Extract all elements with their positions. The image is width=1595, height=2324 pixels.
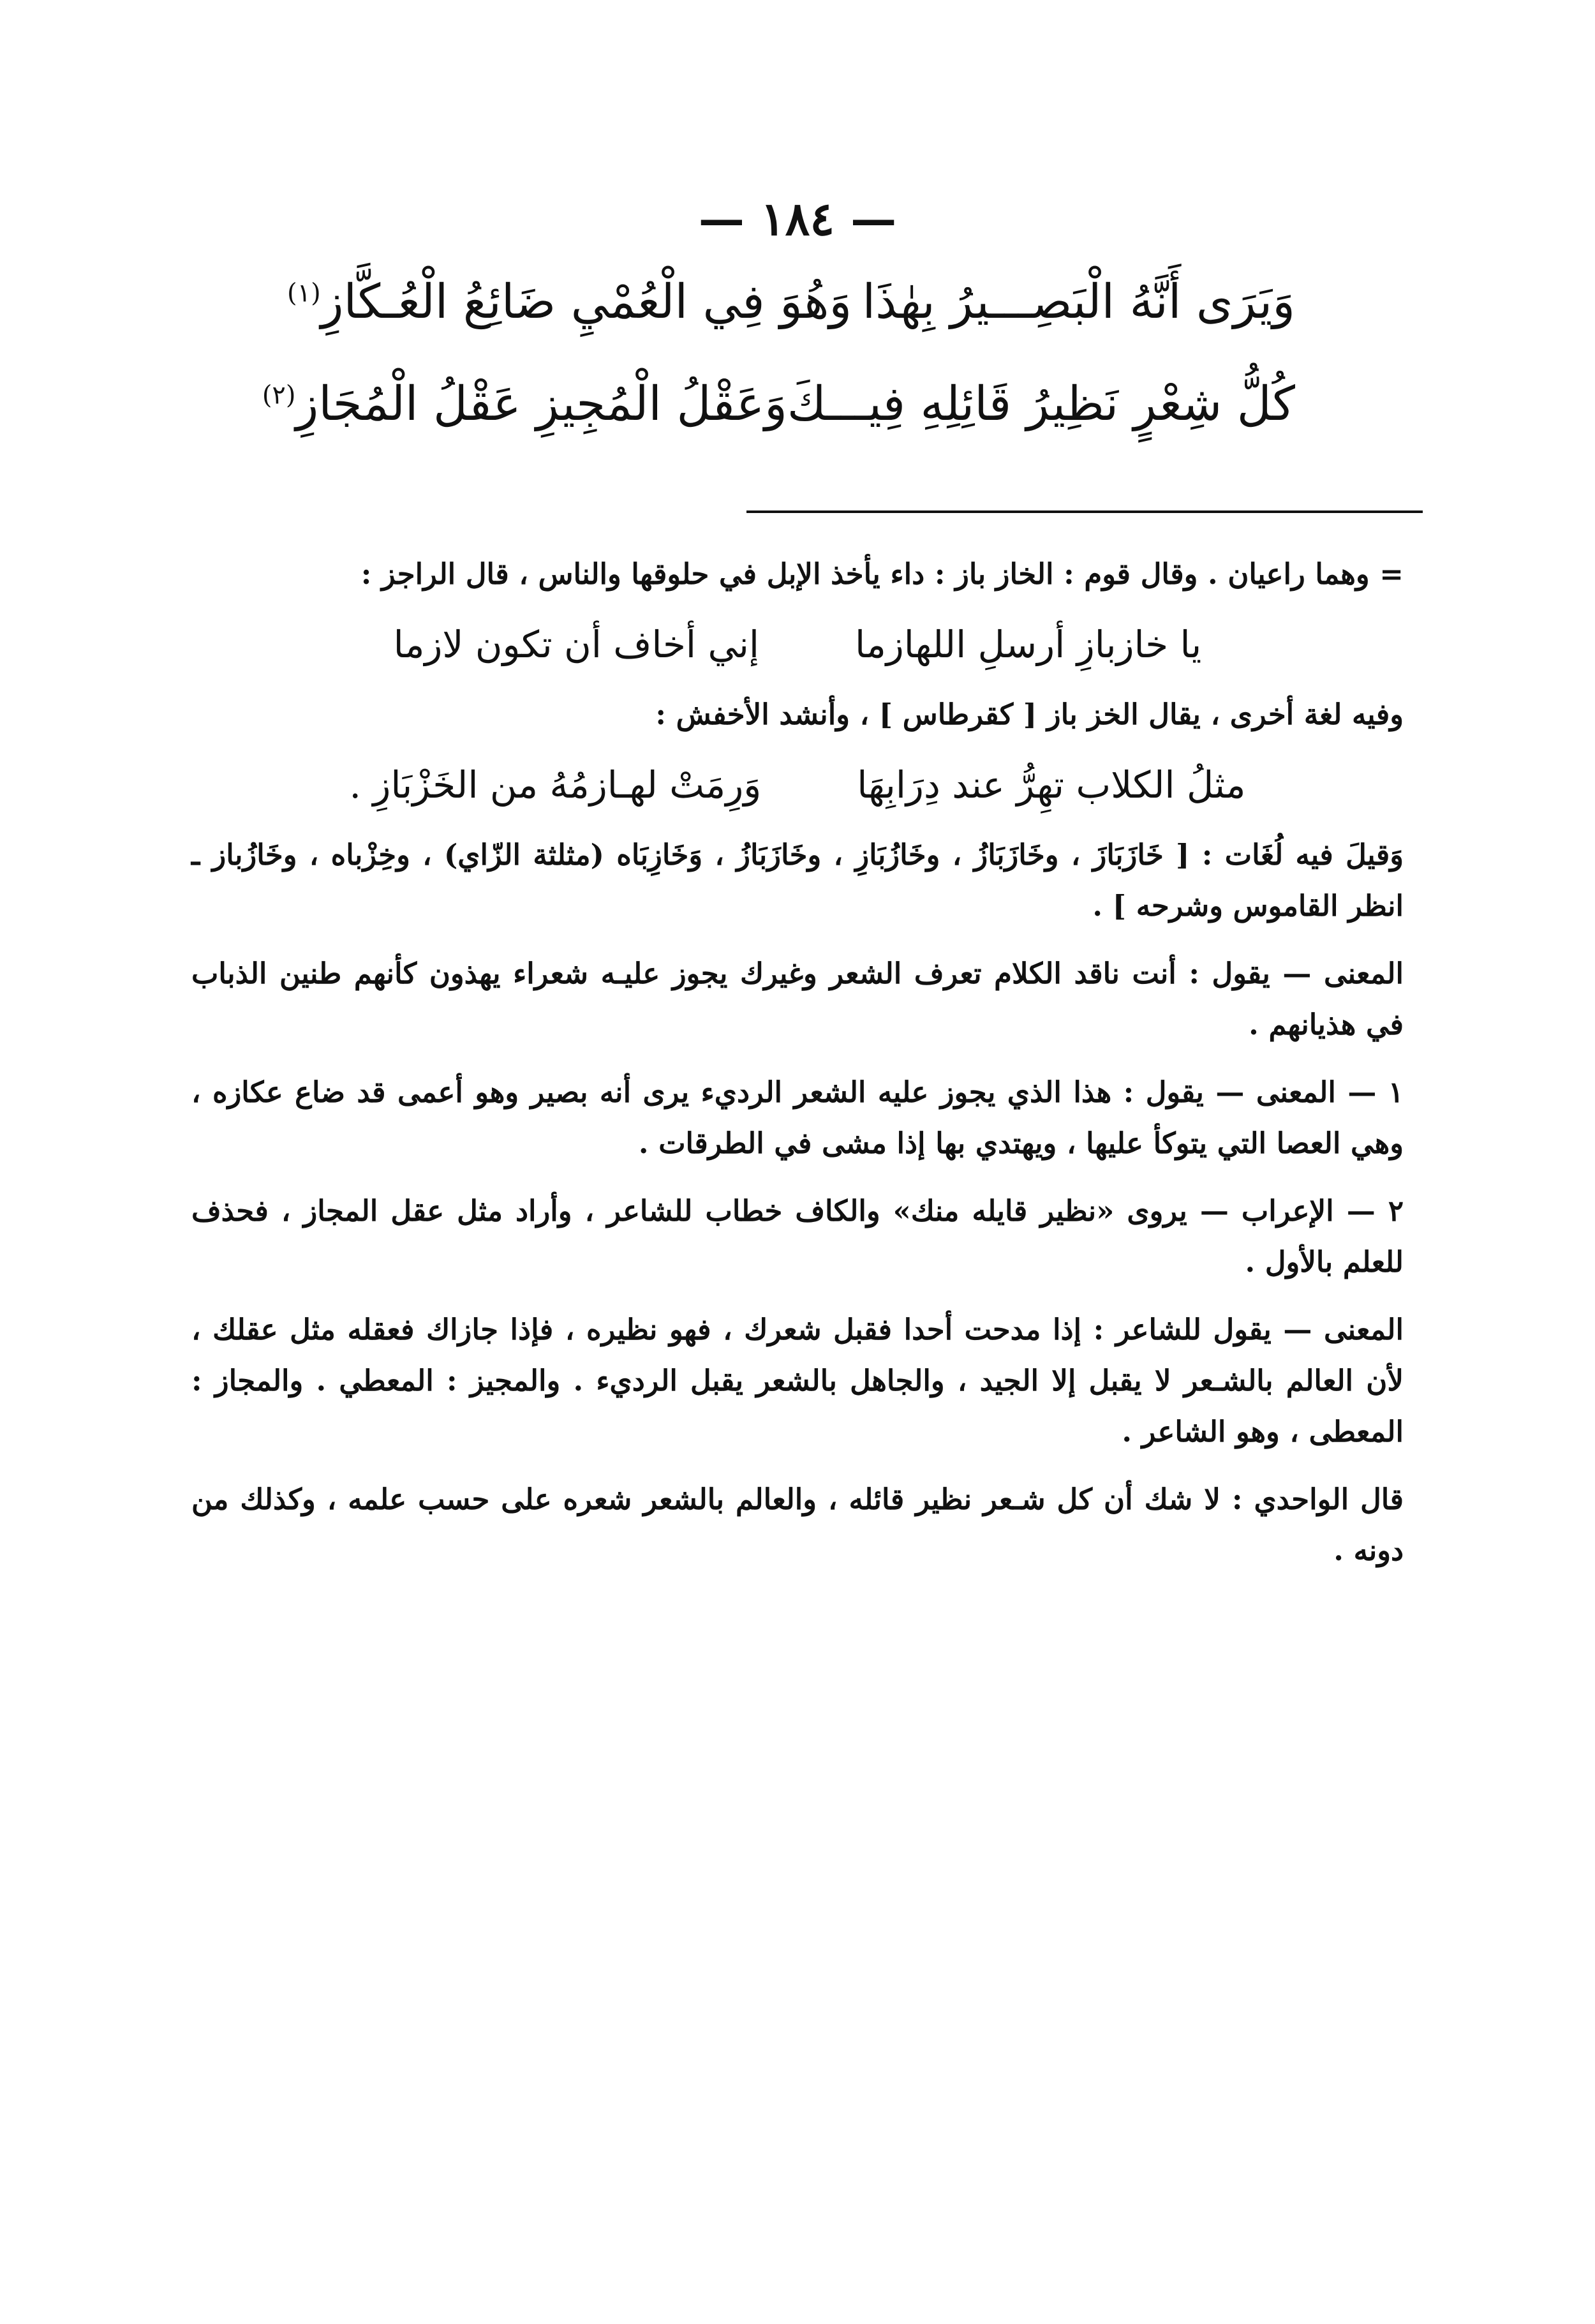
quoted-verse-1: [191, 600, 1404, 689]
verse-2-first-hemistich: [787, 376, 1295, 431]
verse-1-second-hemistich: [287, 274, 852, 329]
quoted-verse-1-second: إني أخاف أن تكون لازما: [393, 623, 760, 666]
quoted-verse-2-first: مثلُ الكلاب تهِرُّ عند دِرَابِهَا: [857, 763, 1246, 807]
quoted-verse-1-first: يا خازبازِ أرسلِ اللهازما: [855, 623, 1202, 666]
verse-2-first-text: كُلُّ شِعْرٍ نَظِيرُ قَائِلِهِ فِيـــكَ: [787, 376, 1295, 431]
commentary-paragraph-5: المعنى — يقول للشاعر : إذا مدحت أحدا فقبل شعرك ، فهو نظيره ، فإذا جازاك فعقله مثل عقلك ، لأن العالم بالشـعر لا يقبل إلا الجيد ، والجاهل بالشعر يقبل الرديء . والمجيز : المعطي . والمجاز : المعطى ، وهو الشاعر .: [191, 1313, 1404, 1449]
footnote-divider: [746, 510, 1423, 513]
verse-1-second-text: وَهُوَ فِي الْعُمْيِ ضَائِعُ الْعُـكَّازِ: [320, 274, 852, 329]
quoted-verse-2-second: وَرِمَتْ لهـازمُهُ من الخَزْبَازِ .: [349, 763, 762, 807]
verse-1-first-text: وَيَرَى أَنَّهُ الْبَصِـــيرُ بِهٰذَا: [862, 274, 1295, 329]
quoted-verse-2: [191, 740, 1404, 830]
verse-2-second-hemistich: [262, 376, 787, 431]
commentary-paragraph-3: وَقيلَ فيه لُغَات : [ خَازَبَازَ ، وخَازَبَازُ ، وخَازُبَازِ ، وخَازَبَازُ ، وَخَازِبَاه (مثلثة الزّاي) ، وخِزْباه ، وخَازُباز ـ انظر القاموس وشرحه ] .: [191, 838, 1404, 923]
verse-line-1: [287, 274, 1295, 329]
commentary-paragraph-6: قال الواحدي : لا شك أن كل شـعر نظير قائله ، والعالم بالشعر شعره على حسب علمه ، وكذلك من دونه .: [191, 1482, 1404, 1567]
verse-2-footnote-marker: (٢): [262, 380, 296, 410]
verse-line-2: [262, 376, 1295, 431]
footnote-1: ١ — المعنى — يقول : هذا الذي يجوز عليه الشعر الرديء يرى أنه بصير وهو أعمى قد ضاع عكازه ، وهي العصا التي يتوكأ عليها ، ويهتدي بها إذا مشى في الطرقات .: [191, 1075, 1404, 1160]
commentary-paragraph-2: وفيه لغة أخرى ، يقال الخز باز [ كقرطاس ] ، وأنشد الأخفش :: [655, 697, 1404, 731]
commentary-section: [191, 549, 1404, 1576]
verse-2-second-text: وَعَقْلُ الْمُجِيزِ عَقْلُ الْمُجَازِ: [295, 376, 787, 431]
page-number: — ١٨٤ —: [698, 191, 897, 246]
commentary-paragraph-4: المعنى — يقول : أنت ناقد الكلام تعرف الشعر وغيرك يجوز عليـه شعراء يهذون كأنهم طنين الذباب في هذيانهم .: [191, 957, 1404, 1041]
verse-1-footnote-marker: (١): [287, 278, 321, 308]
commentary-paragraph-1: = وهما راعيان . وقال قوم : الخاز باز : داء يأخذ الإبل في حلوقها والناس ، قال الراجز :: [360, 557, 1404, 591]
footnote-2: ٢ — الإعراب — يروى «نظير قايله منك» والكاف خطاب للشاعر ، وأراد مثل عقل المجاز ، فحذف للعلم بالأول .: [191, 1194, 1404, 1279]
verse-1-first-hemistich: [863, 274, 1295, 329]
